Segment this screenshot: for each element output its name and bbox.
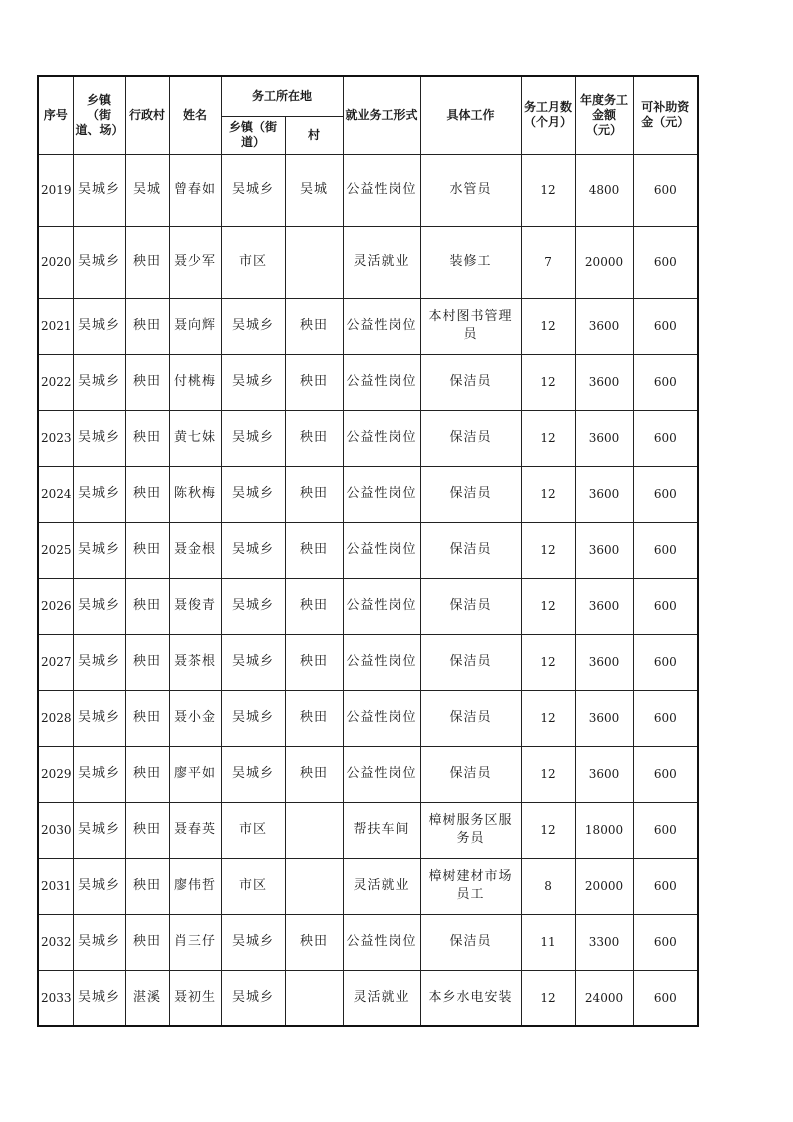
cell-location-village: 吴城: [285, 154, 343, 226]
cell-name: 廖平如: [169, 746, 221, 802]
cell-employment-form: 公益性岗位: [343, 746, 420, 802]
cell-location-village: [285, 226, 343, 298]
cell-employment-form: 公益性岗位: [343, 634, 420, 690]
cell-months: 12: [521, 354, 575, 410]
table-row: [38, 914, 698, 970]
cell-village: 秧田: [125, 466, 169, 522]
cell-job: 水管员: [420, 154, 521, 226]
cell-location-town: 吴城乡: [221, 466, 285, 522]
cell-subsidy: 600: [633, 746, 698, 802]
cell-name: 聂小金: [169, 690, 221, 746]
cell-seq: 2027: [38, 634, 73, 690]
cell-name: 肖三仔: [169, 914, 221, 970]
cell-employment-form: 灵活就业: [343, 858, 420, 914]
cell-months: 8: [521, 858, 575, 914]
cell-seq: 2029: [38, 746, 73, 802]
cell-location-village: [285, 970, 343, 1026]
cell-location-village: 秧田: [285, 690, 343, 746]
employment-subsidy-table: [37, 75, 699, 1027]
cell-job: 保洁员: [420, 410, 521, 466]
cell-subsidy: 600: [633, 578, 698, 634]
cell-name: 陈秋梅: [169, 466, 221, 522]
table-row: [38, 746, 698, 802]
cell-seq: 2025: [38, 522, 73, 578]
cell-annual-amount: 18000: [575, 802, 633, 858]
cell-town: 吴城乡: [73, 802, 125, 858]
cell-employment-form: 公益性岗位: [343, 522, 420, 578]
cell-seq: 2023: [38, 410, 73, 466]
cell-annual-amount: 3600: [575, 690, 633, 746]
cell-months: 12: [521, 410, 575, 466]
cell-job: 本乡水电安装: [420, 970, 521, 1026]
table-row: [38, 634, 698, 690]
cell-months: 12: [521, 466, 575, 522]
cell-location-town: 吴城乡: [221, 914, 285, 970]
cell-location-village: 秧田: [285, 298, 343, 354]
cell-town: 吴城乡: [73, 354, 125, 410]
table-row: [38, 354, 698, 410]
cell-town: 吴城乡: [73, 226, 125, 298]
cell-town: 吴城乡: [73, 298, 125, 354]
cell-village: 秧田: [125, 298, 169, 354]
table-row: [38, 298, 698, 354]
cell-location-town: 吴城乡: [221, 970, 285, 1026]
cell-subsidy: 600: [633, 690, 698, 746]
cell-name: 聂向辉: [169, 298, 221, 354]
cell-job: 樟树建材市场员工: [420, 858, 521, 914]
header-annual-amount: 年度务工金额（元）: [575, 76, 633, 154]
cell-name: 曾春如: [169, 154, 221, 226]
cell-location-town: 吴城乡: [221, 354, 285, 410]
cell-employment-form: 公益性岗位: [343, 410, 420, 466]
cell-town: 吴城乡: [73, 970, 125, 1026]
cell-annual-amount: 3600: [575, 410, 633, 466]
header-location-town: 乡镇（街道）: [221, 116, 285, 154]
cell-job: 本村图书管理员: [420, 298, 521, 354]
header-work-location: 务工所在地: [221, 76, 343, 116]
cell-location-town: 吴城乡: [221, 746, 285, 802]
cell-location-town: 市区: [221, 226, 285, 298]
cell-location-village: 秧田: [285, 354, 343, 410]
cell-village: 秧田: [125, 802, 169, 858]
cell-location-town: 吴城乡: [221, 298, 285, 354]
cell-location-town: 吴城乡: [221, 634, 285, 690]
cell-location-town: 吴城乡: [221, 578, 285, 634]
cell-village: 秧田: [125, 634, 169, 690]
cell-name: 廖伟哲: [169, 858, 221, 914]
cell-village: 吴城: [125, 154, 169, 226]
cell-subsidy: 600: [633, 970, 698, 1026]
cell-annual-amount: 3600: [575, 634, 633, 690]
cell-seq: 2020: [38, 226, 73, 298]
cell-months: 12: [521, 746, 575, 802]
cell-location-village: 秧田: [285, 634, 343, 690]
table-row: [38, 154, 698, 226]
cell-town: 吴城乡: [73, 914, 125, 970]
cell-village: 秧田: [125, 690, 169, 746]
cell-seq: 2032: [38, 914, 73, 970]
cell-employment-form: 公益性岗位: [343, 690, 420, 746]
cell-annual-amount: 3600: [575, 298, 633, 354]
cell-annual-amount: 3600: [575, 466, 633, 522]
cell-town: 吴城乡: [73, 410, 125, 466]
cell-annual-amount: 4800: [575, 154, 633, 226]
cell-subsidy: 600: [633, 410, 698, 466]
cell-village: 秧田: [125, 746, 169, 802]
cell-months: 11: [521, 914, 575, 970]
cell-subsidy: 600: [633, 354, 698, 410]
cell-seq: 2022: [38, 354, 73, 410]
cell-employment-form: 公益性岗位: [343, 578, 420, 634]
cell-months: 12: [521, 578, 575, 634]
cell-months: 12: [521, 970, 575, 1026]
cell-name: 付桃梅: [169, 354, 221, 410]
table-row: [38, 690, 698, 746]
cell-location-town: 市区: [221, 858, 285, 914]
table-row: [38, 578, 698, 634]
cell-village: 秧田: [125, 578, 169, 634]
cell-town: 吴城乡: [73, 746, 125, 802]
cell-subsidy: 600: [633, 858, 698, 914]
cell-village: 秧田: [125, 522, 169, 578]
cell-annual-amount: 3600: [575, 578, 633, 634]
header-town: 乡镇（街道、场）: [73, 76, 125, 154]
cell-location-town: 吴城乡: [221, 690, 285, 746]
cell-months: 12: [521, 634, 575, 690]
cell-seq: 2030: [38, 802, 73, 858]
table-row: [38, 466, 698, 522]
cell-employment-form: 公益性岗位: [343, 154, 420, 226]
cell-village: 秧田: [125, 858, 169, 914]
cell-village: 秧田: [125, 354, 169, 410]
cell-job: 保洁员: [420, 746, 521, 802]
cell-seq: 2019: [38, 154, 73, 226]
cell-name: 黄七妹: [169, 410, 221, 466]
cell-seq: 2028: [38, 690, 73, 746]
cell-location-town: 吴城乡: [221, 410, 285, 466]
cell-subsidy: 600: [633, 298, 698, 354]
header-months: 务工月数（个月）: [521, 76, 575, 154]
cell-town: 吴城乡: [73, 522, 125, 578]
cell-name: 聂金根: [169, 522, 221, 578]
cell-location-village: 秧田: [285, 914, 343, 970]
cell-months: 12: [521, 690, 575, 746]
header-job: 具体工作: [420, 76, 521, 154]
cell-village: 秧田: [125, 226, 169, 298]
cell-employment-form: 灵活就业: [343, 970, 420, 1026]
table-row: [38, 226, 698, 298]
cell-subsidy: 600: [633, 466, 698, 522]
cell-name: 聂茶根: [169, 634, 221, 690]
cell-job: 保洁员: [420, 578, 521, 634]
cell-job: 保洁员: [420, 522, 521, 578]
cell-seq: 2024: [38, 466, 73, 522]
cell-employment-form: 公益性岗位: [343, 298, 420, 354]
cell-subsidy: 600: [633, 522, 698, 578]
cell-job: 保洁员: [420, 634, 521, 690]
header-employment-form: 就业务工形式: [343, 76, 420, 154]
cell-employment-form: 公益性岗位: [343, 354, 420, 410]
cell-town: 吴城乡: [73, 578, 125, 634]
cell-location-village: 秧田: [285, 746, 343, 802]
cell-employment-form: 灵活就业: [343, 226, 420, 298]
cell-employment-form: 公益性岗位: [343, 914, 420, 970]
cell-subsidy: 600: [633, 914, 698, 970]
cell-job: 樟树服务区服务员: [420, 802, 521, 858]
cell-name: 聂初生: [169, 970, 221, 1026]
cell-job: 装修工: [420, 226, 521, 298]
table-row: [38, 410, 698, 466]
cell-seq: 2021: [38, 298, 73, 354]
cell-annual-amount: 3600: [575, 746, 633, 802]
header-village: 行政村: [125, 76, 169, 154]
table-row: [38, 802, 698, 858]
cell-months: 12: [521, 154, 575, 226]
cell-job: 保洁员: [420, 690, 521, 746]
table-header: [38, 76, 698, 154]
header-subsidy: 可补助资金（元）: [633, 76, 698, 154]
cell-seq: 2033: [38, 970, 73, 1026]
cell-location-town: 吴城乡: [221, 154, 285, 226]
cell-location-village: [285, 858, 343, 914]
header-seq: 序号: [38, 76, 73, 154]
cell-village: 秧田: [125, 410, 169, 466]
header-location-village: 村: [285, 116, 343, 154]
cell-annual-amount: 20000: [575, 226, 633, 298]
cell-subsidy: 600: [633, 634, 698, 690]
cell-location-village: 秧田: [285, 410, 343, 466]
cell-subsidy: 600: [633, 226, 698, 298]
cell-town: 吴城乡: [73, 690, 125, 746]
cell-town: 吴城乡: [73, 634, 125, 690]
cell-employment-form: 公益性岗位: [343, 466, 420, 522]
table-row: [38, 522, 698, 578]
cell-annual-amount: 24000: [575, 970, 633, 1026]
cell-job: 保洁员: [420, 914, 521, 970]
cell-seq: 2026: [38, 578, 73, 634]
header-name: 姓名: [169, 76, 221, 154]
cell-months: 12: [521, 522, 575, 578]
cell-town: 吴城乡: [73, 154, 125, 226]
cell-location-village: 秧田: [285, 578, 343, 634]
cell-village: 湛溪: [125, 970, 169, 1026]
cell-subsidy: 600: [633, 154, 698, 226]
cell-annual-amount: 20000: [575, 858, 633, 914]
cell-location-village: [285, 802, 343, 858]
cell-name: 聂俊青: [169, 578, 221, 634]
cell-employment-form: 帮扶车间: [343, 802, 420, 858]
cell-seq: 2031: [38, 858, 73, 914]
cell-village: 秧田: [125, 914, 169, 970]
table-body: [38, 154, 698, 1026]
cell-name: 聂春英: [169, 802, 221, 858]
table-row: [38, 858, 698, 914]
cell-job: 保洁员: [420, 354, 521, 410]
cell-location-town: 市区: [221, 802, 285, 858]
cell-months: 7: [521, 226, 575, 298]
cell-subsidy: 600: [633, 802, 698, 858]
cell-months: 12: [521, 298, 575, 354]
table-row: [38, 970, 698, 1026]
cell-annual-amount: 3600: [575, 522, 633, 578]
cell-job: 保洁员: [420, 466, 521, 522]
cell-town: 吴城乡: [73, 858, 125, 914]
cell-location-town: 吴城乡: [221, 522, 285, 578]
cell-annual-amount: 3600: [575, 354, 633, 410]
cell-town: 吴城乡: [73, 466, 125, 522]
cell-months: 12: [521, 802, 575, 858]
cell-location-village: 秧田: [285, 522, 343, 578]
cell-location-village: 秧田: [285, 466, 343, 522]
cell-annual-amount: 3300: [575, 914, 633, 970]
cell-name: 聂少军: [169, 226, 221, 298]
